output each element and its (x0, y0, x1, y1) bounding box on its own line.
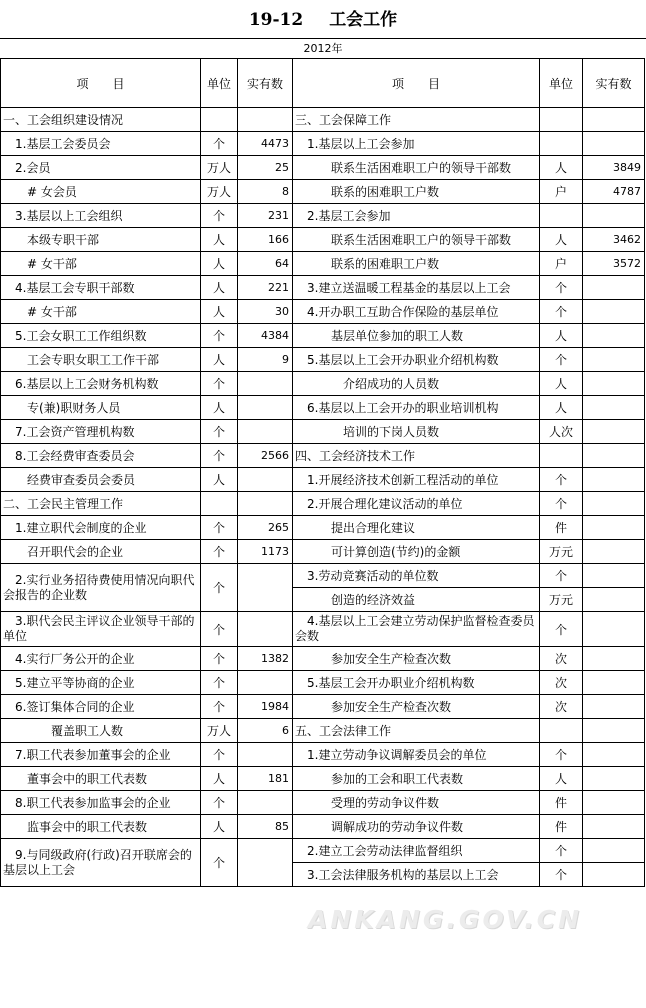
table-row (1, 396, 645, 420)
right-count (583, 300, 645, 324)
left-item: 8.职工代表参加监事会的企业 (1, 791, 201, 815)
right-item: 参加安全生产检查次数 (293, 647, 540, 671)
right-unit (540, 719, 583, 743)
table-code: 19-12 (248, 10, 304, 30)
left-unit: 个 (201, 647, 238, 671)
left-item: 二、工会民主管理工作 (1, 492, 201, 516)
left-count (238, 791, 293, 815)
left-unit: 个 (201, 324, 238, 348)
left-item: # 女会员 (1, 180, 201, 204)
table-row (1, 372, 645, 396)
left-item: # 女干部 (1, 300, 201, 324)
right-count (583, 612, 645, 647)
table-row (1, 156, 645, 180)
left-count (238, 468, 293, 492)
table-row (1, 743, 645, 767)
right-unit: 人 (540, 228, 583, 252)
left-item: 8.工会经费审查委员会 (1, 444, 201, 468)
left-item: # 女干部 (1, 252, 201, 276)
right-count (583, 695, 645, 719)
right-unit: 万元 (540, 588, 583, 612)
right-unit: 件 (540, 815, 583, 839)
left-unit: 个 (201, 743, 238, 767)
table-row (1, 516, 645, 540)
right-count (583, 647, 645, 671)
table-body (1, 108, 645, 887)
left-unit: 个 (201, 564, 238, 612)
right-count (583, 468, 645, 492)
right-unit (540, 444, 583, 468)
right-item: 四、工会经济技术工作 (293, 444, 540, 468)
left-unit: 万人 (201, 719, 238, 743)
table-row (1, 132, 645, 156)
right-count (583, 719, 645, 743)
left-count: 181 (238, 767, 293, 791)
right-count (583, 132, 645, 156)
right-count (583, 396, 645, 420)
left-unit: 个 (201, 516, 238, 540)
left-count: 4384 (238, 324, 293, 348)
table-row (1, 695, 645, 719)
right-unit: 人 (540, 156, 583, 180)
right-item: 6.基层以上工会开办的职业培训机构 (293, 396, 540, 420)
right-unit: 件 (540, 516, 583, 540)
right-count (583, 516, 645, 540)
left-unit: 人 (201, 348, 238, 372)
left-item: 经费审查委员会委员 (1, 468, 201, 492)
left-count: 30 (238, 300, 293, 324)
table-row (1, 719, 645, 743)
left-unit: 人 (201, 300, 238, 324)
right-unit: 个 (540, 300, 583, 324)
table-row (1, 348, 645, 372)
right-count (583, 767, 645, 791)
right-item: 4.基层以上工会建立劳动保护监督检查委员会数 (293, 612, 540, 647)
right-unit: 次 (540, 671, 583, 695)
right-item: 1.基层以上工会参加 (293, 132, 540, 156)
left-item: 6.签订集体合同的企业 (1, 695, 201, 719)
right-item: 5.基层以上工会开办职业介绍机构数 (293, 348, 540, 372)
header-item-left: 项 目 (1, 59, 201, 108)
right-count (583, 348, 645, 372)
left-unit: 个 (201, 791, 238, 815)
table-row (1, 108, 645, 132)
right-item: 受理的劳动争议件数 (293, 791, 540, 815)
left-count: 221 (238, 276, 293, 300)
left-item: 监事会中的职工代表数 (1, 815, 201, 839)
right-unit: 件 (540, 791, 583, 815)
right-item: 五、工会法律工作 (293, 719, 540, 743)
right-item: 3.劳动竞赛活动的单位数 (293, 564, 540, 588)
right-item: 调解成功的劳动争议件数 (293, 815, 540, 839)
right-count (583, 444, 645, 468)
right-unit: 个 (540, 276, 583, 300)
left-count (238, 372, 293, 396)
table-row (1, 564, 645, 588)
right-item: 介绍成功的人员数 (293, 372, 540, 396)
right-unit: 个 (540, 492, 583, 516)
right-unit: 人 (540, 372, 583, 396)
left-unit: 个 (201, 839, 238, 887)
table-row (1, 300, 645, 324)
right-item: 5.基层工会开办职业介绍机构数 (293, 671, 540, 695)
left-item: 本级专职干部 (1, 228, 201, 252)
left-unit: 人 (201, 252, 238, 276)
right-unit: 万元 (540, 540, 583, 564)
right-count (583, 564, 645, 588)
right-unit: 个 (540, 348, 583, 372)
right-count (583, 108, 645, 132)
left-count: 2566 (238, 444, 293, 468)
right-unit: 人 (540, 767, 583, 791)
right-unit: 个 (540, 468, 583, 492)
right-item: 2.建立工会劳动法律监督组织 (293, 839, 540, 863)
right-item: 2.基层工会参加 (293, 204, 540, 228)
left-count (238, 612, 293, 647)
header-count-right: 实有数 (583, 59, 645, 108)
watermark: ANKANG.GOV.CN (308, 905, 583, 934)
left-item: 3.基层以上工会组织 (1, 204, 201, 228)
table-row (1, 767, 645, 791)
right-unit: 人 (540, 396, 583, 420)
left-item: 召开职代会的企业 (1, 540, 201, 564)
right-count (583, 372, 645, 396)
left-count: 6 (238, 719, 293, 743)
left-count (238, 671, 293, 695)
left-unit: 人 (201, 228, 238, 252)
left-count: 4473 (238, 132, 293, 156)
header-item-right: 项 目 (293, 59, 540, 108)
right-count (583, 839, 645, 863)
left-unit: 人 (201, 815, 238, 839)
right-count: 3849 (583, 156, 645, 180)
left-count (238, 492, 293, 516)
left-count: 1382 (238, 647, 293, 671)
right-item: 创造的经济效益 (293, 588, 540, 612)
left-unit: 人 (201, 396, 238, 420)
table-row (1, 180, 645, 204)
right-unit: 次 (540, 647, 583, 671)
right-item: 2.开展合理化建议活动的单位 (293, 492, 540, 516)
table-row (1, 204, 645, 228)
right-count (583, 540, 645, 564)
table-row (1, 228, 645, 252)
right-item: 参加安全生产检查次数 (293, 695, 540, 719)
right-unit: 个 (540, 564, 583, 588)
right-item: 3.建立送温暖工程基金的基层以上工会 (293, 276, 540, 300)
right-count (583, 588, 645, 612)
right-item: 3.工会法律服务机构的基层以上工会 (293, 863, 540, 887)
right-unit: 人次 (540, 420, 583, 444)
left-unit: 个 (201, 372, 238, 396)
left-count: 25 (238, 156, 293, 180)
left-item: 5.建立平等协商的企业 (1, 671, 201, 695)
header-count-left: 实有数 (238, 59, 293, 108)
left-unit: 个 (201, 671, 238, 695)
right-item: 联系的困难职工户数 (293, 180, 540, 204)
table-row (1, 839, 645, 863)
table-row (1, 791, 645, 815)
year-label: 2012年 (0, 38, 646, 58)
right-count (583, 863, 645, 887)
left-count: 8 (238, 180, 293, 204)
right-unit: 户 (540, 180, 583, 204)
left-unit: 个 (201, 695, 238, 719)
right-unit: 人 (540, 324, 583, 348)
right-count (583, 791, 645, 815)
left-item: 7.职工代表参加董事会的企业 (1, 743, 201, 767)
left-item: 2.会员 (1, 156, 201, 180)
right-count (583, 671, 645, 695)
right-item: 1.建立劳动争议调解委员会的单位 (293, 743, 540, 767)
right-count: 3572 (583, 252, 645, 276)
table-row (1, 420, 645, 444)
table-row (1, 671, 645, 695)
left-item: 工会专职女职工工作干部 (1, 348, 201, 372)
left-item: 2.实行业务招待费使用情况向职代会报告的企业数 (1, 564, 201, 612)
left-count: 1173 (238, 540, 293, 564)
left-unit: 万人 (201, 180, 238, 204)
right-count (583, 204, 645, 228)
left-item: 1.建立职代会制度的企业 (1, 516, 201, 540)
right-item: 可计算创造(节约)的金额 (293, 540, 540, 564)
table-row (1, 492, 645, 516)
right-unit: 个 (540, 743, 583, 767)
right-item: 联系生活困难职工户的领导干部数 (293, 156, 540, 180)
table-row (1, 815, 645, 839)
left-count (238, 420, 293, 444)
right-unit: 个 (540, 612, 583, 647)
header-unit-left: 单位 (201, 59, 238, 108)
table-row (1, 444, 645, 468)
left-unit: 人 (201, 276, 238, 300)
left-count: 1984 (238, 695, 293, 719)
header-row (1, 59, 645, 108)
right-unit: 个 (540, 863, 583, 887)
left-count (238, 564, 293, 612)
header-unit-right: 单位 (540, 59, 583, 108)
left-count (238, 108, 293, 132)
right-item: 1.开展经济技术创新工程活动的单位 (293, 468, 540, 492)
left-unit: 个 (201, 444, 238, 468)
left-item: 一、工会组织建设情况 (1, 108, 201, 132)
table-title (0, 0, 646, 38)
table-row (1, 468, 645, 492)
right-item: 联系的困难职工户数 (293, 252, 540, 276)
left-unit: 万人 (201, 156, 238, 180)
right-unit: 个 (540, 839, 583, 863)
left-unit: 个 (201, 612, 238, 647)
left-count (238, 839, 293, 887)
left-unit: 个 (201, 132, 238, 156)
table-row (1, 612, 645, 647)
table-row (1, 252, 645, 276)
left-count: 231 (238, 204, 293, 228)
table-row (1, 276, 645, 300)
left-count (238, 396, 293, 420)
left-item: 3.职代会民主评议企业领导干部的单位 (1, 612, 201, 647)
left-unit: 个 (201, 540, 238, 564)
left-item: 4.实行厂务公开的企业 (1, 647, 201, 671)
right-item: 参加的工会和职工代表数 (293, 767, 540, 791)
right-count (583, 815, 645, 839)
left-unit: 个 (201, 420, 238, 444)
right-item: 提出合理化建议 (293, 516, 540, 540)
table-row (1, 540, 645, 564)
right-count (583, 420, 645, 444)
left-unit: 人 (201, 767, 238, 791)
left-unit (201, 492, 238, 516)
right-unit: 户 (540, 252, 583, 276)
right-item: 基层单位参加的职工人数 (293, 324, 540, 348)
right-unit (540, 108, 583, 132)
left-count: 64 (238, 252, 293, 276)
left-count: 166 (238, 228, 293, 252)
left-item: 7.工会资产管理机构数 (1, 420, 201, 444)
right-unit (540, 204, 583, 228)
left-item: 5.工会女职工工作组织数 (1, 324, 201, 348)
right-count (583, 743, 645, 767)
left-item: 9.与同级政府(行政)召开联席会的基层以上工会 (1, 839, 201, 887)
right-item: 培训的下岗人员数 (293, 420, 540, 444)
right-unit: 次 (540, 695, 583, 719)
right-item: 三、工会保障工作 (293, 108, 540, 132)
left-item: 专(兼)职财务人员 (1, 396, 201, 420)
right-count: 4787 (583, 180, 645, 204)
right-item: 联系生活困难职工户的领导干部数 (293, 228, 540, 252)
right-count (583, 492, 645, 516)
left-unit (201, 108, 238, 132)
table-name: 工会工作 (329, 10, 398, 30)
left-item: 董事会中的职工代表数 (1, 767, 201, 791)
left-item: 覆盖职工人数 (1, 719, 201, 743)
table-row (1, 324, 645, 348)
right-count: 3462 (583, 228, 645, 252)
left-item: 6.基层以上工会财务机构数 (1, 372, 201, 396)
left-unit: 人 (201, 468, 238, 492)
left-unit: 个 (201, 204, 238, 228)
left-count (238, 743, 293, 767)
table-row (1, 647, 645, 671)
right-item: 4.开办职工互助合作保险的基层单位 (293, 300, 540, 324)
statistics-table (0, 58, 645, 887)
left-count: 265 (238, 516, 293, 540)
right-unit (540, 132, 583, 156)
left-item: 4.基层工会专职干部数 (1, 276, 201, 300)
right-count (583, 276, 645, 300)
right-count (583, 324, 645, 348)
left-item: 1.基层工会委员会 (1, 132, 201, 156)
left-count: 85 (238, 815, 293, 839)
left-count: 9 (238, 348, 293, 372)
